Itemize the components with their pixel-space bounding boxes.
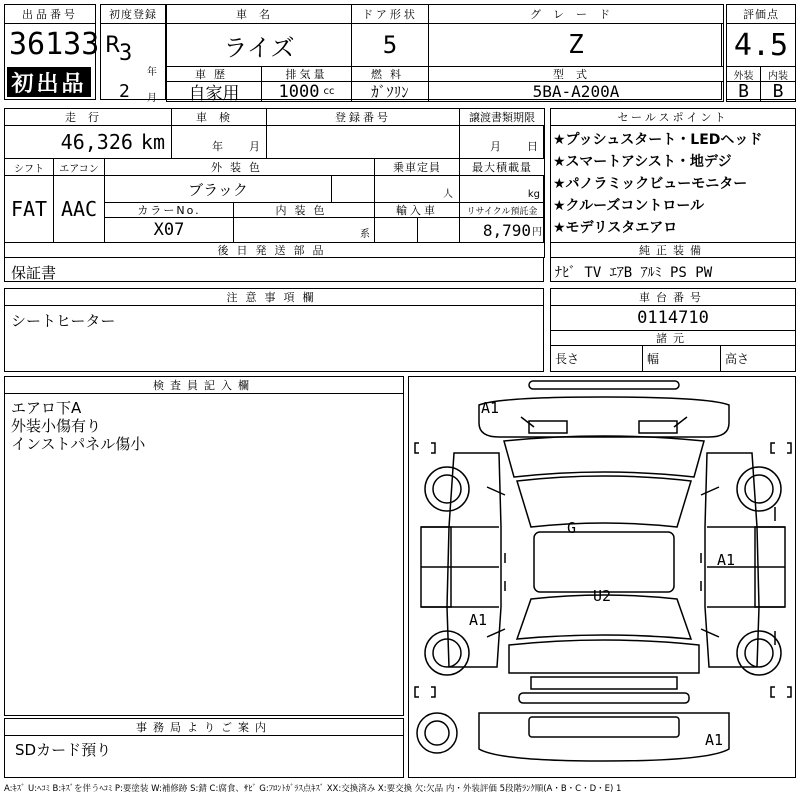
spec-section (4, 108, 544, 282)
sales-point-2: ★スマートアシスト・地デジ (553, 154, 732, 170)
sales-points-label: セールスポイント (550, 108, 796, 126)
damage-mark-rear: A1 (705, 731, 724, 749)
grade-label: グレード (428, 4, 724, 24)
displacement-unit: cc (323, 86, 335, 97)
inspector-line-1: エアロ下A (11, 399, 82, 417)
color-extra-cell (331, 175, 375, 203)
mileage-unit: km (140, 130, 165, 154)
capacity-unit: 人 (443, 189, 453, 200)
model: 5BA-A200A (428, 81, 724, 102)
transfer-day-unit: 日 (527, 140, 538, 153)
car-outline (409, 377, 797, 779)
interior-label: 内装 (760, 66, 796, 82)
later-parts-label: 後日発送部品 (4, 242, 545, 258)
fuel: ｶﾞｿﾘﾝ (351, 81, 429, 102)
capacity-cell (374, 175, 460, 203)
recycle: 8,790 (482, 220, 531, 240)
sales-point-5: ★モデリスタエアロ (553, 220, 678, 236)
chassis-label: 車台番号 (550, 288, 796, 306)
history-label: 車歴 (166, 66, 262, 82)
doors-label: ドア形状 (351, 4, 429, 24)
import-cell-a (374, 217, 418, 243)
height-label: 高さ (720, 345, 796, 372)
shift-label: シフト (4, 158, 54, 176)
car-name: ライズ (166, 23, 352, 67)
displacement-label: 排気量 (261, 66, 352, 82)
shift: FAT (4, 175, 54, 243)
grade: Z (428, 23, 724, 67)
reg-month: 2 (119, 81, 130, 102)
inspection-month-unit: 月 (249, 140, 260, 153)
inspector-line-3: インストパネル傷小 (11, 435, 146, 453)
sales-point-1: ★プッシュスタート・LEDヘッド (553, 132, 763, 148)
damage-mark-roof: U2 (593, 587, 612, 605)
fuel-label: 燃料 (351, 66, 429, 82)
load-label: 最大積載量 (459, 158, 545, 176)
reg-no-label: 登録番号 (266, 108, 460, 126)
year-unit: 年 (147, 67, 157, 78)
color: ブラック (188, 180, 248, 199)
color-no-label: カラーNo. (104, 202, 234, 218)
reg-year: 3 (119, 41, 133, 66)
score: 4.5 (726, 23, 796, 67)
displacement: 1000 (278, 81, 320, 102)
transfer-month-unit: 月 (490, 140, 501, 153)
office-text: SDカード預り (15, 741, 112, 759)
sales-points-section (550, 108, 796, 282)
transfer-cell (459, 125, 545, 159)
color-no: X07 (104, 217, 234, 243)
interior-grade: B (760, 81, 796, 102)
reg-no-cell (266, 125, 460, 159)
equipment: ﾅﾋﾞ TV ｴｱB ｱﾙﾐ PS PW (555, 265, 713, 281)
damage-mark-front: A1 (481, 399, 500, 417)
lot-no: 36133 (9, 27, 100, 62)
length-label: 長さ (550, 345, 643, 372)
recycle-label: リサイクル預託金 (459, 202, 545, 218)
notes-label: 注意事項欄 (4, 288, 544, 306)
width-label: 幅 (642, 345, 721, 372)
office-section (4, 718, 404, 778)
load-unit: kg (527, 189, 540, 200)
car-diagram (408, 376, 796, 778)
chassis-number: 0114710 (550, 305, 796, 331)
sales-point-4: ★クルーズコントロール (553, 198, 705, 214)
damage-mark-windshield: G (567, 519, 577, 537)
lot-section (4, 4, 100, 100)
doors: 5 (351, 23, 429, 67)
color-cell (104, 175, 332, 203)
transfer-label: 譲渡書類期限 (459, 108, 545, 126)
month-unit: 月 (147, 93, 157, 104)
import-cell-b (417, 217, 460, 243)
load-cell (459, 175, 545, 203)
ac-label: エアコン (53, 158, 105, 176)
chassis-section (550, 288, 796, 372)
score-label: 評価点 (726, 4, 796, 24)
era: R (105, 33, 121, 58)
damage-mark-left-rear: A1 (469, 611, 488, 629)
inspection-label: 車検 (171, 108, 267, 126)
later-parts: 保証書 (11, 264, 57, 282)
recycle-unit: 円 (532, 226, 542, 238)
inspection-cell (171, 125, 267, 159)
inspector-line-2: 外装小傷有り (11, 417, 102, 435)
registration-section (100, 4, 166, 104)
model-label: 型式 (428, 66, 724, 82)
notes-text: シートヒーター (11, 312, 116, 330)
history: 自家用 (166, 81, 262, 102)
car-spec-section (166, 4, 722, 100)
lot-no-label: 出品番号 (4, 4, 96, 24)
equip-label: 純正装備 (550, 242, 796, 258)
dims-label: 諸元 (550, 330, 796, 346)
first-listing-badge: 初出品 (7, 67, 91, 97)
mileage: 46,326 (60, 130, 133, 154)
capacity-label: 乗車定員 (374, 158, 460, 176)
notes-section (4, 288, 544, 372)
mileage-label: 走行 (4, 108, 172, 126)
inspector-label: 検査員記入欄 (4, 376, 404, 394)
damage-mark-right-door: A1 (717, 551, 736, 569)
color-label: 外装色 (104, 158, 375, 176)
int-color-unit: 系 (360, 229, 370, 240)
import-label: 輸入車 (374, 202, 460, 218)
inspector-section (4, 376, 404, 716)
score-section (726, 4, 796, 100)
reg-label: 初度登録 (100, 4, 166, 24)
mileage-cell (4, 125, 172, 159)
recycle-cell (459, 217, 545, 243)
legend: A:ｷｽﾞ U:ﾍｺﾐ B:ｷｽﾞを伴うﾍｺﾐ P:要塗装 W:補修跡 S:錆 C:腐食、ｻﾋﾞ G:ﾌﾛﾝﾄｶﾞﾗｽ点ｷｽﾞ XX:交換済み X:要交換 欠:欠品 内・外装評価 5段階ﾗﾝｸ順(A・B・C・D・E) 1 (4, 784, 622, 794)
ac: AAC (53, 175, 105, 243)
sales-point-3: ★パノラミックビューモニター (553, 176, 748, 192)
displacement-cell (261, 81, 352, 102)
exterior-label: 外装 (726, 66, 761, 82)
exterior-grade: B (726, 81, 761, 102)
int-color-label: 内装色 (233, 202, 375, 218)
office-label: 事務局よりご案内 (4, 718, 404, 736)
int-color-cell (233, 217, 375, 243)
inspection-year-unit: 年 (212, 140, 223, 153)
car-name-label: 車名 (166, 4, 352, 24)
